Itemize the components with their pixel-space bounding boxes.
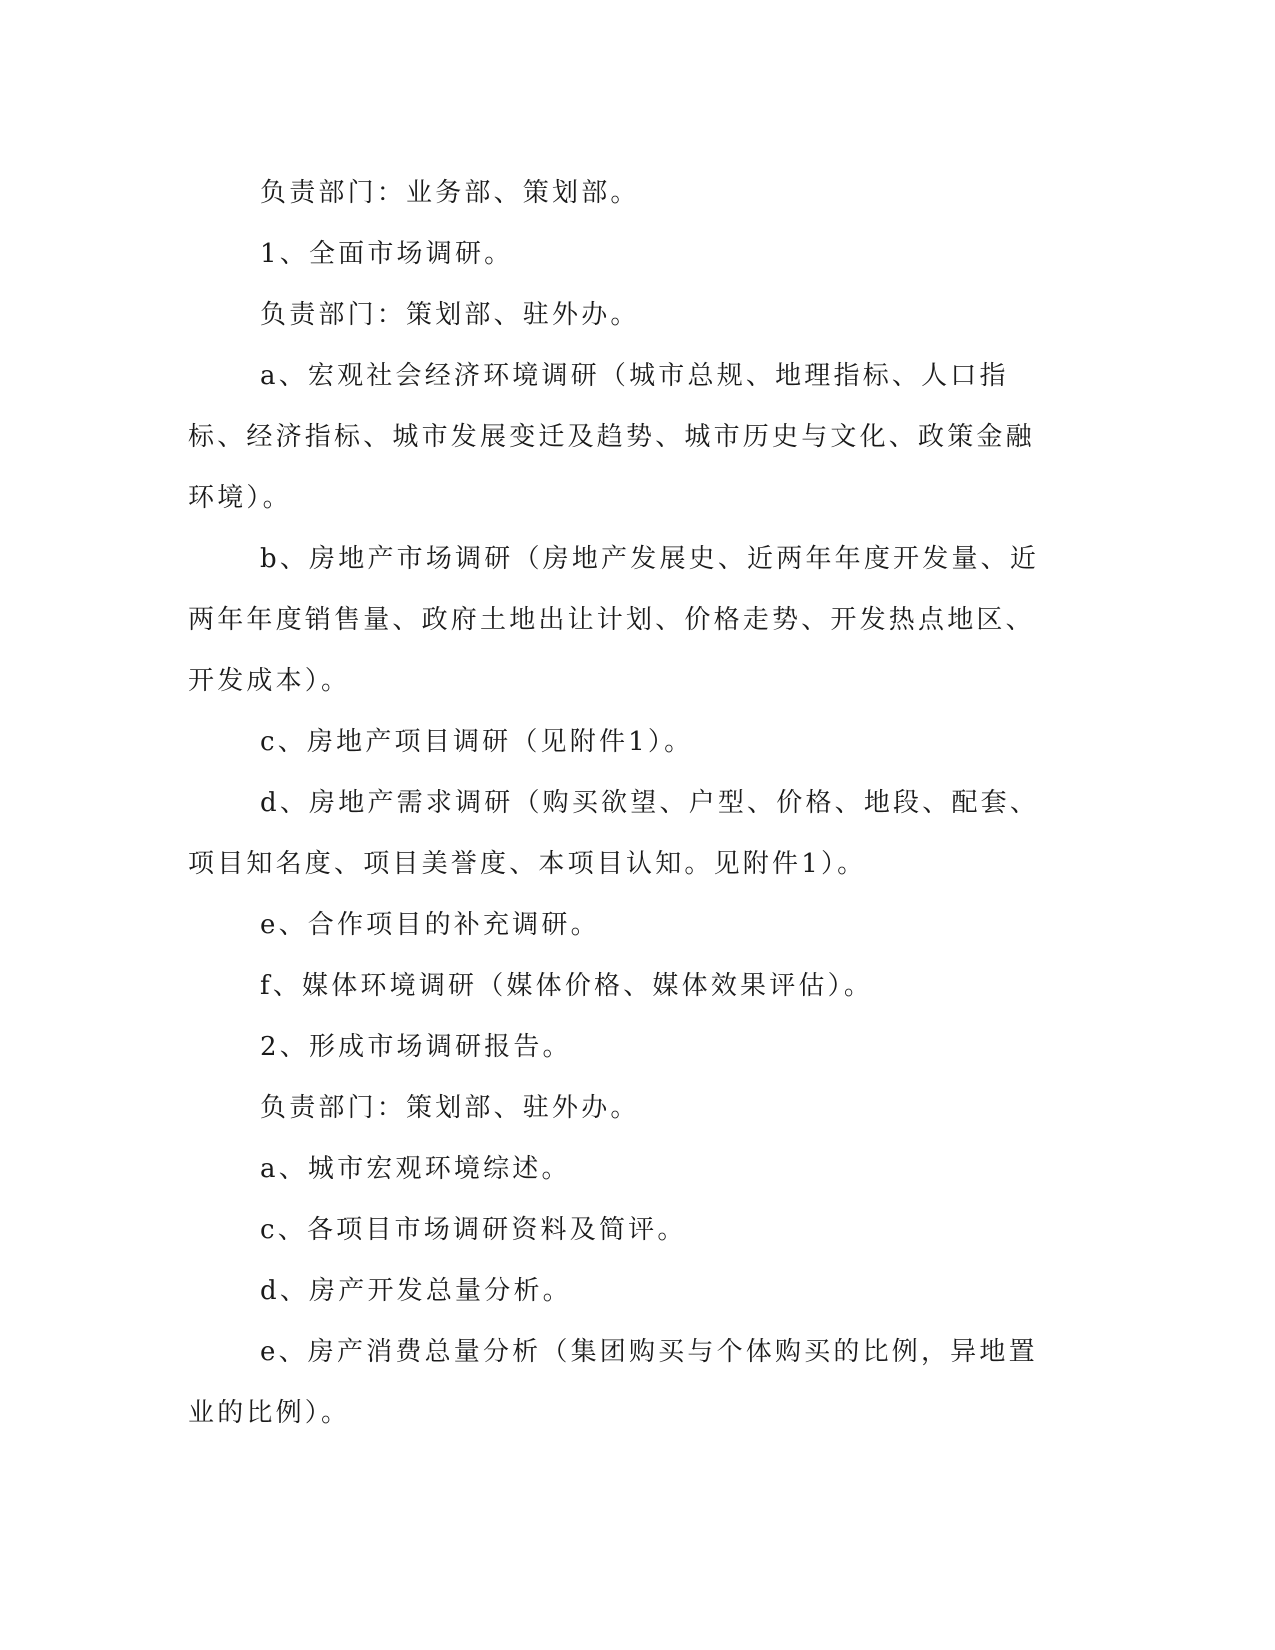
paragraph-item-a-macro: a、宏观社会经济环境调研（城市总规、地理指标、人口指标、经济指标、城市发展变迁及趋势、城市历史与文化、政策金融环境）。	[188, 361, 1035, 513]
paragraph-section-2-title: 2、形成市场调研报告。	[260, 1032, 572, 1062]
document-body	[188, 163, 1058, 1444]
paragraph-item-c-project: c、房地产项目调研（见附件1）。	[260, 727, 694, 757]
paragraph-section-1-dept: 负责部门：策划部、驻外办。	[260, 300, 640, 330]
paragraph-report-a: a、城市宏观环境综述。	[260, 1154, 571, 1184]
paragraph-dept-business: 负责部门：业务部、策划部。	[260, 178, 640, 208]
paragraph-report-d: d、房产开发总量分析。	[260, 1276, 572, 1306]
paragraph-item-f-media: f、媒体环境调研（媒体价格、媒体效果评估）。	[260, 971, 874, 1001]
paragraph-section-1-title: 1、全面市场调研。	[260, 239, 514, 269]
paragraph-section-2-dept: 负责部门：策划部、驻外办。	[260, 1093, 640, 1123]
paragraph-item-e-cooperation: e、合作项目的补充调研。	[260, 910, 600, 940]
paragraph-report-e: e、房产消费总量分析（集团购买与个体购买的比例，异地置业的比例）。	[188, 1337, 1038, 1428]
paragraph-item-d-demand: d、房地产需求调研（购买欲望、户型、价格、地段、配套、项目知名度、项目美誉度、本项目认知。见附件1）。	[188, 788, 1040, 879]
paragraph-report-c: c、各项目市场调研资料及简评。	[260, 1215, 687, 1245]
paragraph-item-b-market: b、房地产市场调研（房地产发展史、近两年年度开发量、近两年年度销售量、政府土地出让计划、价格走势、开发热点地区、开发成本）。	[188, 544, 1040, 696]
